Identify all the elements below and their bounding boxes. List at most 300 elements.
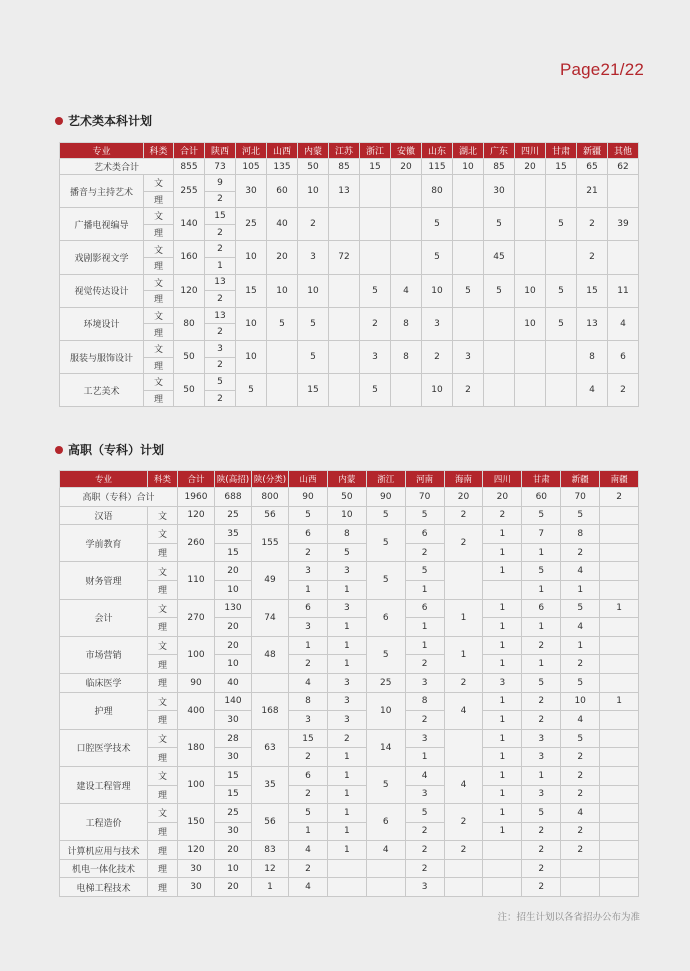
- table-cell: [366, 859, 405, 878]
- table-cell: 13: [205, 307, 236, 324]
- table-cell: 6: [289, 525, 328, 544]
- table-cell: 120: [178, 841, 215, 860]
- bullet-dot-icon: [55, 117, 63, 125]
- major-name: 电梯工程技术: [60, 878, 148, 897]
- table-cell: 3: [289, 562, 328, 581]
- table-cell: 8: [289, 692, 328, 711]
- table-cell: [546, 175, 577, 208]
- table-cell: 1: [405, 618, 444, 637]
- total-label: 高职（专科）合计: [60, 488, 178, 507]
- column-header: 山西: [267, 143, 298, 159]
- table-cell: 5: [522, 562, 561, 581]
- category-cell: 理: [148, 748, 178, 767]
- table-cell: 2: [444, 841, 483, 860]
- table-cell: 10: [215, 580, 252, 599]
- table-cell: 5: [366, 766, 405, 803]
- table-cell: [483, 580, 522, 599]
- total-cell: 110: [178, 562, 215, 599]
- table-cell: 4: [561, 618, 600, 637]
- table-cell: 72: [329, 241, 360, 274]
- category-cell: 文: [148, 766, 178, 785]
- table-cell: 30: [215, 822, 252, 841]
- table-cell: 1: [327, 636, 366, 655]
- table-cell: 10: [327, 506, 366, 525]
- major-row: [60, 241, 639, 258]
- table-cell: 2: [205, 241, 236, 258]
- table-cell: [600, 804, 639, 823]
- table-cell: 2: [405, 711, 444, 730]
- column-header: 陕西: [205, 143, 236, 159]
- column-header: 新疆: [577, 143, 608, 159]
- table-cell: 3: [327, 673, 366, 692]
- table-cell: [561, 878, 600, 897]
- table-cell: 28: [215, 729, 252, 748]
- table-cell: 20: [391, 159, 422, 175]
- table-cell: 2: [522, 636, 561, 655]
- table-cell: [600, 729, 639, 748]
- table-cell: 1: [483, 711, 522, 730]
- table-cell: 1: [327, 785, 366, 804]
- table-cell: [329, 340, 360, 373]
- footnote: 注：招生计划以各省招办公布为准: [497, 912, 640, 923]
- table-cell: 1: [483, 655, 522, 674]
- table-cell: [327, 859, 366, 878]
- table-cell: 1: [522, 766, 561, 785]
- major-name: 口腔医学技术: [60, 729, 148, 766]
- major-row: [60, 525, 639, 544]
- major-name: 服装与服饰设计: [60, 340, 144, 373]
- table-cell: 25: [215, 506, 252, 525]
- page-number: Page21/22: [559, 60, 644, 79]
- table-cell: 10: [215, 859, 252, 878]
- total-cell: 140: [174, 208, 205, 241]
- table-cell: 1: [522, 618, 561, 637]
- table-cell: 90: [289, 488, 328, 507]
- table-cell: 25: [215, 804, 252, 823]
- table-cell: 85: [329, 159, 360, 175]
- table-cell: [252, 673, 289, 692]
- table-cell: 1: [327, 748, 366, 767]
- table-cell: 1: [289, 822, 328, 841]
- table-cell: [484, 340, 515, 373]
- table-cell: 3: [422, 307, 453, 340]
- table-cell: 2: [561, 841, 600, 860]
- table-cell: 155: [252, 525, 289, 562]
- table-cell: 2: [289, 785, 328, 804]
- table-cell: 理: [148, 878, 178, 897]
- category-cell: 理: [144, 357, 174, 374]
- table-cell: [391, 374, 422, 407]
- table-cell: [608, 175, 639, 208]
- table-cell: 4: [444, 692, 483, 729]
- table-cell: 1: [483, 562, 522, 581]
- vocational-plan-heading: [55, 441, 164, 458]
- table-cell: [329, 208, 360, 241]
- table-cell: 5: [289, 506, 328, 525]
- table-cell: 2: [561, 766, 600, 785]
- table-cell: [600, 506, 639, 525]
- column-header: 甘肃: [546, 143, 577, 159]
- table-cell: 5: [522, 673, 561, 692]
- table-cell: 2: [522, 878, 561, 897]
- column-header: 陕(分类): [252, 471, 289, 488]
- column-header: 湖北: [453, 143, 484, 159]
- table-cell: [484, 374, 515, 407]
- major-name: 汉语: [60, 506, 148, 525]
- table-cell: 1: [444, 636, 483, 673]
- major-row: [60, 307, 639, 324]
- table-cell: 105: [236, 159, 267, 175]
- table-cell: [444, 729, 483, 766]
- category-cell: 理: [148, 618, 178, 637]
- table-cell: 49: [252, 562, 289, 599]
- table-cell: 5: [327, 543, 366, 562]
- major-name: 会计: [60, 599, 148, 636]
- total-row: [60, 488, 639, 507]
- table-cell: 5: [422, 241, 453, 274]
- table-cell: 63: [252, 729, 289, 766]
- table-cell: [483, 878, 522, 897]
- table-cell: [600, 859, 639, 878]
- major-name: 戏剧影视文学: [60, 241, 144, 274]
- table-cell: 4: [561, 711, 600, 730]
- table-cell: 1: [483, 618, 522, 637]
- table-cell: 2: [205, 357, 236, 374]
- category-cell: 理: [148, 785, 178, 804]
- column-header: 专业: [60, 471, 148, 488]
- table-cell: 7: [522, 525, 561, 544]
- table-cell: 50: [327, 488, 366, 507]
- art-plan-heading: [55, 112, 152, 129]
- total-cell: 80: [174, 307, 205, 340]
- table-cell: 1: [483, 729, 522, 748]
- table-cell: [600, 766, 639, 785]
- table-cell: 13: [329, 175, 360, 208]
- table-cell: 2: [600, 488, 639, 507]
- table-cell: 13: [205, 274, 236, 291]
- table-cell: [453, 175, 484, 208]
- table-cell: 8: [405, 692, 444, 711]
- table-cell: 10: [298, 175, 329, 208]
- table-cell: 10: [236, 340, 267, 373]
- table-cell: 理: [148, 841, 178, 860]
- table-cell: 30: [215, 748, 252, 767]
- table-cell: [444, 859, 483, 878]
- table-cell: 10: [561, 692, 600, 711]
- category-cell: 理: [148, 711, 178, 730]
- table-cell: 5: [360, 374, 391, 407]
- table-cell: 4: [289, 673, 328, 692]
- table-cell: 5: [422, 208, 453, 241]
- table-cell: 1: [561, 636, 600, 655]
- table-cell: [600, 618, 639, 637]
- major-row: [60, 729, 639, 748]
- table-cell: [391, 241, 422, 274]
- table-cell: 60: [522, 488, 561, 507]
- table-cell: 2: [360, 307, 391, 340]
- table-cell: 3: [289, 711, 328, 730]
- major-name: 护理: [60, 692, 148, 729]
- table-cell: 5: [484, 208, 515, 241]
- category-cell: 文: [144, 274, 174, 291]
- table-cell: 39: [608, 208, 639, 241]
- major-name: 视觉传达设计: [60, 274, 144, 307]
- table-cell: 5: [366, 525, 405, 562]
- table-cell: 10: [422, 274, 453, 307]
- table-cell: 5: [405, 804, 444, 823]
- table-cell: 2: [405, 822, 444, 841]
- table-cell: [444, 562, 483, 599]
- table-cell: 4: [405, 766, 444, 785]
- table-cell: 15: [215, 785, 252, 804]
- table-cell: 1: [561, 580, 600, 599]
- table-cell: 6: [289, 766, 328, 785]
- column-header: 河北: [236, 143, 267, 159]
- table-cell: 4: [444, 766, 483, 803]
- table-cell: 5: [546, 307, 577, 340]
- category-cell: 文: [144, 208, 174, 225]
- table-cell: 3: [327, 599, 366, 618]
- table-cell: 60: [267, 175, 298, 208]
- table-cell: 135: [267, 159, 298, 175]
- table-cell: 2: [561, 822, 600, 841]
- table-cell: 9: [205, 175, 236, 192]
- table-cell: 10: [236, 241, 267, 274]
- table-cell: 15: [360, 159, 391, 175]
- table-cell: [600, 748, 639, 767]
- category-cell: 文: [144, 307, 174, 324]
- category-cell: 理: [148, 655, 178, 674]
- table-cell: [391, 208, 422, 241]
- column-header: 甘肃: [522, 471, 561, 488]
- table-cell: 3: [522, 729, 561, 748]
- column-header: 科类: [148, 471, 178, 488]
- category-cell: 文: [148, 729, 178, 748]
- table-cell: [561, 859, 600, 878]
- table-cell: 15: [577, 274, 608, 307]
- table-cell: 1: [327, 804, 366, 823]
- table-cell: 15: [546, 159, 577, 175]
- table-cell: 1: [483, 822, 522, 841]
- vocational-plan-table: [59, 470, 639, 897]
- table-cell: 5: [360, 274, 391, 307]
- table-cell: [515, 208, 546, 241]
- table-cell: 2: [405, 859, 444, 878]
- major-row: [60, 692, 639, 711]
- table-cell: 2: [444, 673, 483, 692]
- category-cell: 文: [148, 562, 178, 581]
- column-header: 合计: [178, 471, 215, 488]
- total-cell: 400: [178, 692, 215, 729]
- table-cell: [600, 822, 639, 841]
- total-cell: 260: [178, 525, 215, 562]
- table-cell: [600, 580, 639, 599]
- table-cell: 10: [422, 374, 453, 407]
- total-cell: 180: [178, 729, 215, 766]
- column-header: 内蒙: [327, 471, 366, 488]
- table-cell: 3: [405, 673, 444, 692]
- table-cell: 1: [289, 580, 328, 599]
- table-cell: 2: [522, 822, 561, 841]
- table-cell: 10: [215, 655, 252, 674]
- table-cell: 3: [327, 692, 366, 711]
- table-cell: 48: [252, 636, 289, 673]
- table-cell: 1: [483, 804, 522, 823]
- major-name: 机电一体化技术: [60, 859, 148, 878]
- major-row: [60, 766, 639, 785]
- table-cell: 4: [561, 562, 600, 581]
- table-cell: 15: [298, 374, 329, 407]
- table-cell: 6: [289, 599, 328, 618]
- table-cell: 5: [405, 562, 444, 581]
- major-name: 工艺美术: [60, 374, 144, 407]
- major-row: [60, 804, 639, 823]
- vocational-plan-title: 高职（专科）计划: [68, 443, 165, 457]
- total-cell: 120: [174, 274, 205, 307]
- total-cell: 270: [178, 599, 215, 636]
- table-cell: 80: [422, 175, 453, 208]
- table-cell: 8: [391, 307, 422, 340]
- table-cell: 20: [483, 488, 522, 507]
- category-cell: 理: [144, 224, 174, 241]
- table-cell: 30: [178, 878, 215, 897]
- table-cell: 2: [289, 655, 328, 674]
- category-cell: 理: [144, 257, 174, 274]
- table-cell: 4: [391, 274, 422, 307]
- table-cell: 140: [215, 692, 252, 711]
- column-header: 海南: [444, 471, 483, 488]
- table-cell: 14: [366, 729, 405, 766]
- major-row: [60, 841, 639, 860]
- table-cell: 2: [422, 340, 453, 373]
- table-cell: 1: [444, 599, 483, 636]
- table-cell: [453, 208, 484, 241]
- table-cell: 90: [366, 488, 405, 507]
- category-cell: 文: [148, 599, 178, 618]
- table-cell: 2: [289, 859, 328, 878]
- table-cell: 6: [366, 599, 405, 636]
- table-cell: 1: [327, 766, 366, 785]
- table-cell: 30: [215, 711, 252, 730]
- table-cell: 5: [267, 307, 298, 340]
- category-cell: 理: [144, 324, 174, 341]
- table-cell: 30: [178, 859, 215, 878]
- column-header: 浙江: [366, 471, 405, 488]
- column-header: 合计: [174, 143, 205, 159]
- table-cell: 1: [483, 692, 522, 711]
- table-cell: 5: [366, 506, 405, 525]
- table-cell: 8: [391, 340, 422, 373]
- table-cell: 2: [327, 729, 366, 748]
- table-cell: 3: [405, 729, 444, 748]
- table-cell: 70: [405, 488, 444, 507]
- column-header: 江苏: [329, 143, 360, 159]
- table-cell: 2: [205, 191, 236, 208]
- table-cell: 3: [405, 785, 444, 804]
- category-cell: 文: [148, 692, 178, 711]
- table-cell: [600, 711, 639, 730]
- table-cell: [546, 374, 577, 407]
- column-header: 内蒙: [298, 143, 329, 159]
- column-header: 河南: [405, 471, 444, 488]
- table-cell: [600, 785, 639, 804]
- table-cell: 2: [205, 291, 236, 308]
- table-cell: [329, 307, 360, 340]
- table-cell: 理: [148, 673, 178, 692]
- table-cell: 30: [236, 175, 267, 208]
- table-cell: 90: [178, 673, 215, 692]
- table-cell: 1: [327, 841, 366, 860]
- major-name: 学前教育: [60, 525, 148, 562]
- table-cell: 120: [178, 506, 215, 525]
- table-cell: 13: [577, 307, 608, 340]
- table-cell: [600, 636, 639, 655]
- table-cell: 70: [561, 488, 600, 507]
- table-cell: 2: [577, 241, 608, 274]
- table-cell: [600, 525, 639, 544]
- table-cell: 12: [252, 859, 289, 878]
- table-cell: 1: [522, 543, 561, 562]
- category-cell: 理: [148, 580, 178, 599]
- category-cell: 理: [148, 822, 178, 841]
- table-cell: 85: [484, 159, 515, 175]
- table-cell: 1: [327, 580, 366, 599]
- column-header: 安徽: [391, 143, 422, 159]
- major-name: 计算机应用与技术: [60, 841, 148, 860]
- column-header: 广东: [484, 143, 515, 159]
- table-cell: 8: [327, 525, 366, 544]
- table-cell: 2: [205, 390, 236, 407]
- table-cell: 20: [215, 636, 252, 655]
- table-cell: [600, 841, 639, 860]
- table-cell: 6: [608, 340, 639, 373]
- table-cell: 15: [215, 543, 252, 562]
- major-row: [60, 673, 639, 692]
- major-row: [60, 562, 639, 581]
- table-cell: 3: [327, 711, 366, 730]
- table-cell: 1: [600, 599, 639, 618]
- table-cell: [360, 208, 391, 241]
- table-cell: 10: [298, 274, 329, 307]
- table-cell: [329, 274, 360, 307]
- table-cell: [453, 241, 484, 274]
- table-cell: 25: [236, 208, 267, 241]
- column-header: 科类: [144, 143, 174, 159]
- table-cell: 2: [577, 208, 608, 241]
- total-cell: 100: [178, 766, 215, 803]
- table-cell: 1: [289, 636, 328, 655]
- table-cell: 4: [289, 878, 328, 897]
- table-cell: [515, 241, 546, 274]
- column-header: 陕(高招): [215, 471, 252, 488]
- category-cell: 理: [144, 390, 174, 407]
- category-cell: 文: [144, 241, 174, 258]
- table-cell: 2: [561, 748, 600, 767]
- total-cell: 160: [174, 241, 205, 274]
- table-cell: 15: [215, 766, 252, 785]
- table-cell: [391, 175, 422, 208]
- table-cell: 40: [267, 208, 298, 241]
- table-cell: 5: [298, 340, 329, 373]
- table-cell: [453, 307, 484, 340]
- bullet-dot-icon: [55, 446, 63, 454]
- table-cell: 20: [215, 841, 252, 860]
- table-cell: 30: [484, 175, 515, 208]
- table-cell: 10: [453, 159, 484, 175]
- table-cell: 800: [252, 488, 289, 507]
- major-name: 工程造价: [60, 804, 148, 841]
- table-cell: 1: [483, 543, 522, 562]
